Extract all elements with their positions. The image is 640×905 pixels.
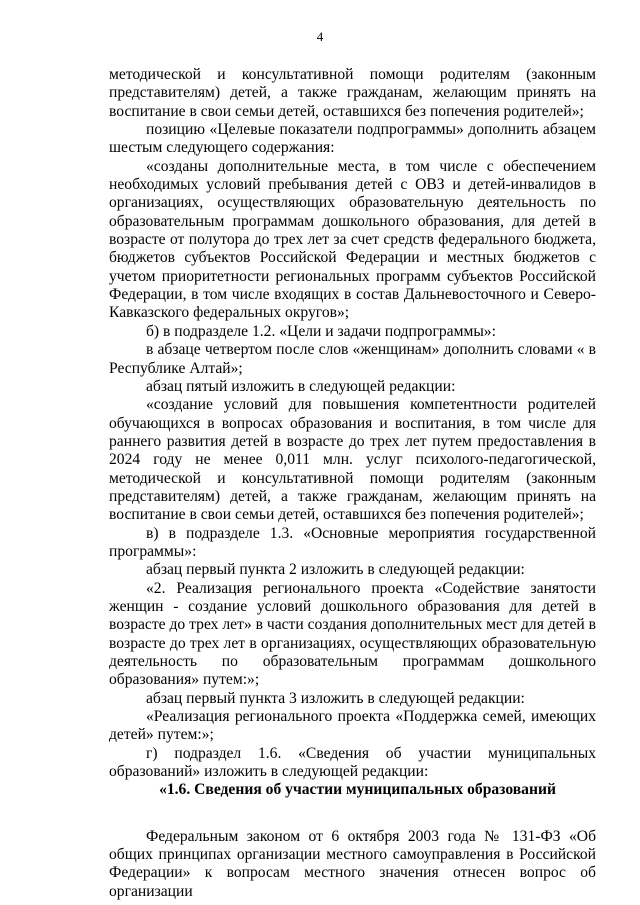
spacer: [109, 800, 596, 828]
paragraph-point-3: абзац первый пункта 3 изложить в следующей редакции:: [146, 689, 525, 707]
paragraph-point-2: абзац первый пункта 2 изложить в следующей редакции:: [146, 561, 525, 579]
paragraph-continuation: методической и консультативной помощи родителям (законным представителям) детей, а также гражданам, желающим принять на воспитание в свои семьи детей, оставшихся без попечения родителей»;: [109, 66, 596, 120]
paragraph-fifth-abzac: абзац пятый изложить в следующей редакции:: [146, 377, 456, 395]
paragraph-quoted-indicator: «созданы дополнительные места, в том числе с обеспечением необходимых условий пребывания детей с ОВЗ и детей-инвалидов в организациях, осуществляющих образовательную деятельность по образовательным программам дошкольного образования, для детей в возрасте от полутора до трех лет за счет средств федерального бюджета, бюджетов субъектов Российской Федерации и местных бюджетов с учетом приоритетности региональных программ субъектов Российской Федерации, в том числе входящих в состав Дальневосточного и Северо-Кавказского федеральных округов»;: [109, 157, 596, 322]
section-heading: «1.6. Сведения об участии муниципальных образований: [159, 781, 556, 799]
paragraph-quoted-project-3: «Реализация регионального проекта «Поддержка семей, имеющих детей» путем:»;: [109, 708, 596, 744]
paragraph-quoted-conditions: «создание условий для повышения компетентности родителей обучающихся в вопросах образования и воспитания, в том числе для раннего развития детей в возрасте до трех лет путем предоставления в 2024 году не менее 0,011 млн. услуг психолого-педагогической, методической и консультативной помощи родителям (законным представителям) детей, а также гражданам, желающим принять на воспитание в свои семьи детей, оставшихся без попечения родителей»;: [109, 396, 596, 524]
page-number: 4: [316, 29, 324, 44]
paragraph-target-indicators: позицию «Целевые показатели подпрограммы» дополнить абзацем шестым следующего содержания:: [109, 121, 596, 157]
paragraph-fourth-abzac: в абзаце четвертом после слов «женщинам» дополнить словами « в Республике Алтай»;: [109, 341, 596, 377]
paragraph-item-b: б) в подразделе 1.2. «Цели и задачи подпрограммы»:: [146, 322, 496, 340]
paragraph-quoted-project-2: «2. Реализация регионального проекта «Содействие занятости женщин - создание условий дошкольного образования для детей в возрасте до трех лет» в части создания дополнительных мест для детей в возрасте до трех лет в организациях, осуществляющих образовательную деятельность по образовательным программам дошкольного образования» путем:»;: [109, 579, 596, 689]
document-body: [109, 66, 596, 901]
paragraph-item-v: в) в подразделе 1.3. «Основные мероприятия государственной программы»:: [109, 524, 596, 560]
paragraph-federal-law: Федеральным законом от 6 октября 2003 года № 131-ФЗ «Об общих принципах организации местного самоуправления в Российской Федерации» к вопросам местного значения отнесен вопрос об организации: [109, 827, 596, 900]
paragraph-item-g: г) подраздел 1.6. «Сведения об участии муниципальных образований» изложить в следующей редакции:: [109, 744, 596, 781]
